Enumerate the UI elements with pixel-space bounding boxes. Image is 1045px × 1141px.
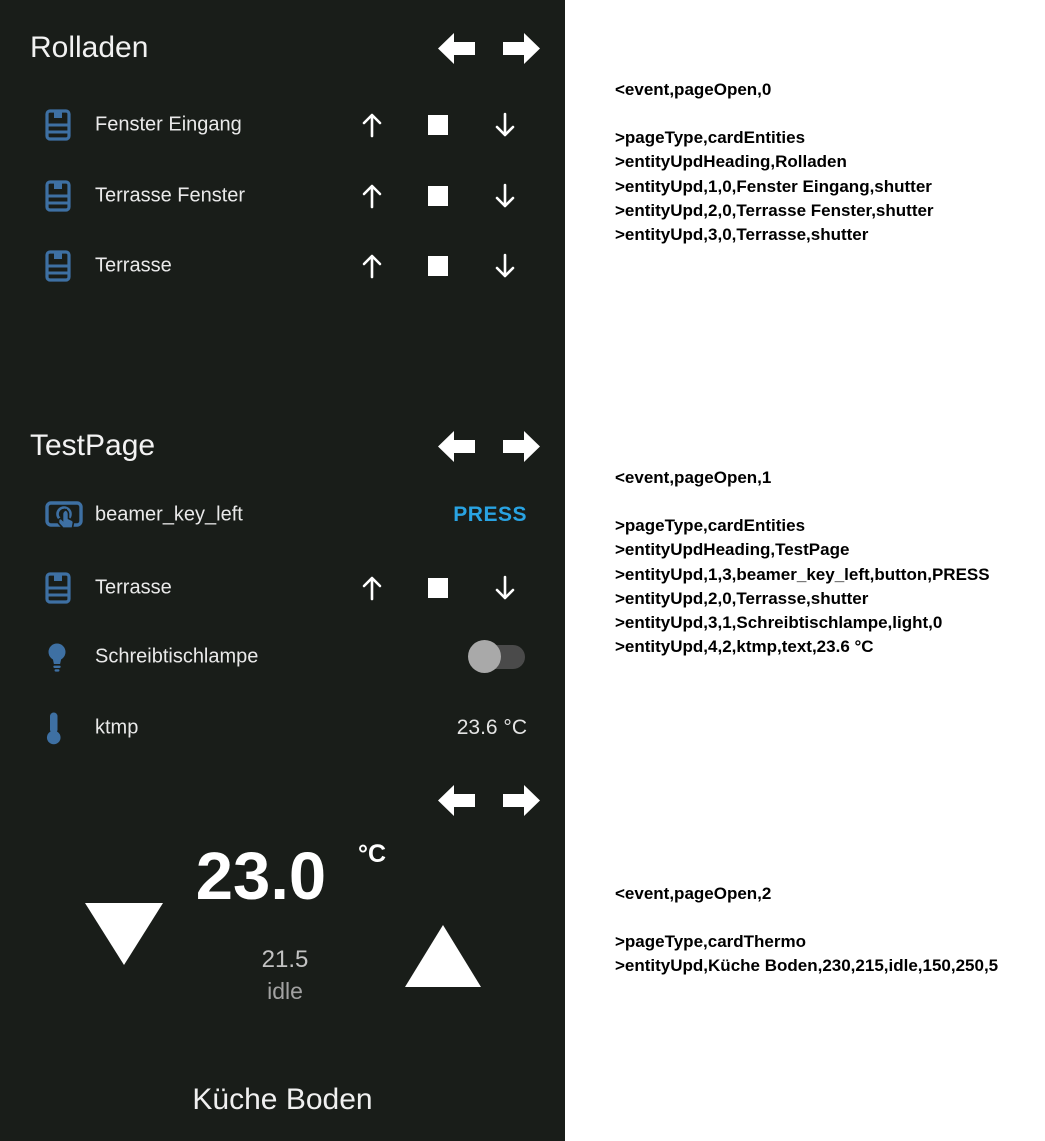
page-nav xyxy=(438,430,540,463)
thermo-state: idle xyxy=(267,978,303,1004)
log-block-page1 xyxy=(615,466,1037,659)
page-next-button[interactable] xyxy=(503,430,540,463)
entity-label: ktmp xyxy=(95,716,139,739)
entity-row-terrasse xyxy=(0,231,565,301)
log-lines xyxy=(615,514,1037,659)
log-line: >entityUpdHeading,Rolladen xyxy=(615,152,847,172)
entity-label: Fenster Eingang xyxy=(95,113,242,136)
log-lines xyxy=(615,126,1037,247)
window-shutter-icon xyxy=(45,250,71,282)
entity-label: Terrasse xyxy=(95,576,172,599)
page-nav xyxy=(438,32,540,65)
shutter-up-button[interactable] xyxy=(346,170,398,222)
page-next-button[interactable] xyxy=(503,784,540,817)
stop-square-icon xyxy=(428,186,448,206)
entity-label: Terrasse Fenster xyxy=(95,184,246,207)
temp-decrease-button[interactable] xyxy=(85,903,163,968)
arrow-up-icon xyxy=(359,182,385,210)
log-line: >entityUpd,1,3,beamer_key_left,button,PRESS xyxy=(615,564,990,584)
setpoint-temp: 21.5 xyxy=(261,946,309,973)
entity-row-terrasse-2 xyxy=(0,553,565,623)
shutter-up-button[interactable] xyxy=(346,99,398,151)
stop-square-icon xyxy=(428,115,448,135)
entity-row-fenster-eingang xyxy=(0,90,565,160)
triangle-up-icon xyxy=(405,925,481,987)
light-toggle-switch[interactable] xyxy=(468,640,525,674)
card-thermo-header xyxy=(30,779,540,821)
current-temp: 23.0 xyxy=(195,839,327,914)
page-prev-button[interactable] xyxy=(438,430,475,463)
log-event-line: <event,pageOpen,2 xyxy=(615,884,772,903)
triangle-down-icon xyxy=(85,903,163,965)
log-line: >pageType,cardThermo xyxy=(615,932,806,952)
log-line: >entityUpd,3,1,Schreibtischlampe,light,0 xyxy=(615,613,943,633)
entity-row-ktmp xyxy=(0,693,565,763)
shutter-down-button[interactable] xyxy=(479,240,531,292)
stop-square-icon xyxy=(428,578,448,598)
card-testpage-header xyxy=(30,425,540,467)
card-rolladen-header xyxy=(30,27,540,69)
page-title: TestPage xyxy=(30,429,156,462)
arrow-left-icon xyxy=(438,32,475,65)
window-shutter-icon xyxy=(45,180,71,212)
log-event-line: <event,pageOpen,1 xyxy=(615,468,772,487)
entity-label: Terrasse xyxy=(95,254,172,277)
arrow-up-icon xyxy=(359,111,385,139)
page-prev-button[interactable] xyxy=(438,784,475,817)
log-block-page2 xyxy=(615,882,1037,979)
window-shutter-icon xyxy=(45,109,71,141)
shutter-down-button[interactable] xyxy=(479,170,531,222)
text-entity-value: 23.6 °C xyxy=(456,716,527,739)
shutter-up-button[interactable] xyxy=(346,562,398,614)
thermometer-icon xyxy=(45,711,62,745)
arrow-down-icon xyxy=(492,111,518,139)
arrow-up-icon xyxy=(359,574,385,602)
log-line: >entityUpd,1,0,Fenster Eingang,shutter xyxy=(615,176,932,196)
log-line: >pageType,cardEntities xyxy=(615,516,806,536)
log-block-page0 xyxy=(615,78,1037,247)
press-button[interactable]: PRESS xyxy=(453,503,527,526)
entity-row-beamer-key-left xyxy=(0,480,565,550)
page-nav xyxy=(438,784,540,817)
arrow-right-icon xyxy=(503,430,540,463)
temp-unit: °C xyxy=(358,840,387,868)
entity-label: beamer_key_left xyxy=(95,503,243,526)
gesture-tap-button-icon xyxy=(45,499,83,531)
log-line: >pageType,cardEntities xyxy=(615,128,806,148)
log-line: >entityUpd,2,0,Terrasse Fenster,shutter xyxy=(615,200,934,220)
temp-increase-button[interactable] xyxy=(405,925,481,990)
shutter-stop-button[interactable] xyxy=(412,170,464,222)
shutter-down-button[interactable] xyxy=(479,99,531,151)
log-line: >entityUpd,3,0,Terrasse,shutter xyxy=(615,225,869,245)
log-line: >entityUpd,2,0,Terrasse,shutter xyxy=(615,588,869,608)
entity-row-schreibtischlampe xyxy=(0,622,565,692)
log-line: >entityUpd,Küche Boden,230,215,idle,150,250,5 xyxy=(615,956,999,976)
window-shutter-icon xyxy=(45,572,71,604)
page-next-button[interactable] xyxy=(503,32,540,65)
arrow-down-icon xyxy=(492,252,518,280)
entity-row-terrasse-fenster xyxy=(0,161,565,231)
page-prev-button[interactable] xyxy=(438,32,475,65)
toggle-knob xyxy=(468,640,501,673)
arrow-down-icon xyxy=(492,574,518,602)
log-lines xyxy=(615,930,1037,978)
arrow-left-icon xyxy=(438,784,475,817)
entity-label: Schreibtischlampe xyxy=(95,645,259,668)
stop-square-icon xyxy=(428,256,448,276)
log-line: >entityUpdHeading,TestPage xyxy=(615,540,850,560)
log-event-line: <event,pageOpen,0 xyxy=(615,80,772,99)
page-title: Rolladen xyxy=(30,31,149,64)
shutter-up-button[interactable] xyxy=(346,240,398,292)
lightbulb-icon xyxy=(45,642,69,672)
arrow-right-icon xyxy=(503,32,540,65)
arrow-up-icon xyxy=(359,252,385,280)
log-line: >entityUpd,4,2,ktmp,text,23.6 °C xyxy=(615,637,874,657)
shutter-stop-button[interactable] xyxy=(412,99,464,151)
serial-log xyxy=(565,0,1045,1141)
shutter-down-button[interactable] xyxy=(479,562,531,614)
arrow-right-icon xyxy=(503,784,540,817)
arrow-down-icon xyxy=(492,182,518,210)
arrow-left-icon xyxy=(438,430,475,463)
shutter-stop-button[interactable] xyxy=(412,562,464,614)
shutter-stop-button[interactable] xyxy=(412,240,464,292)
thermo-title: Küche Boden xyxy=(192,1083,373,1116)
